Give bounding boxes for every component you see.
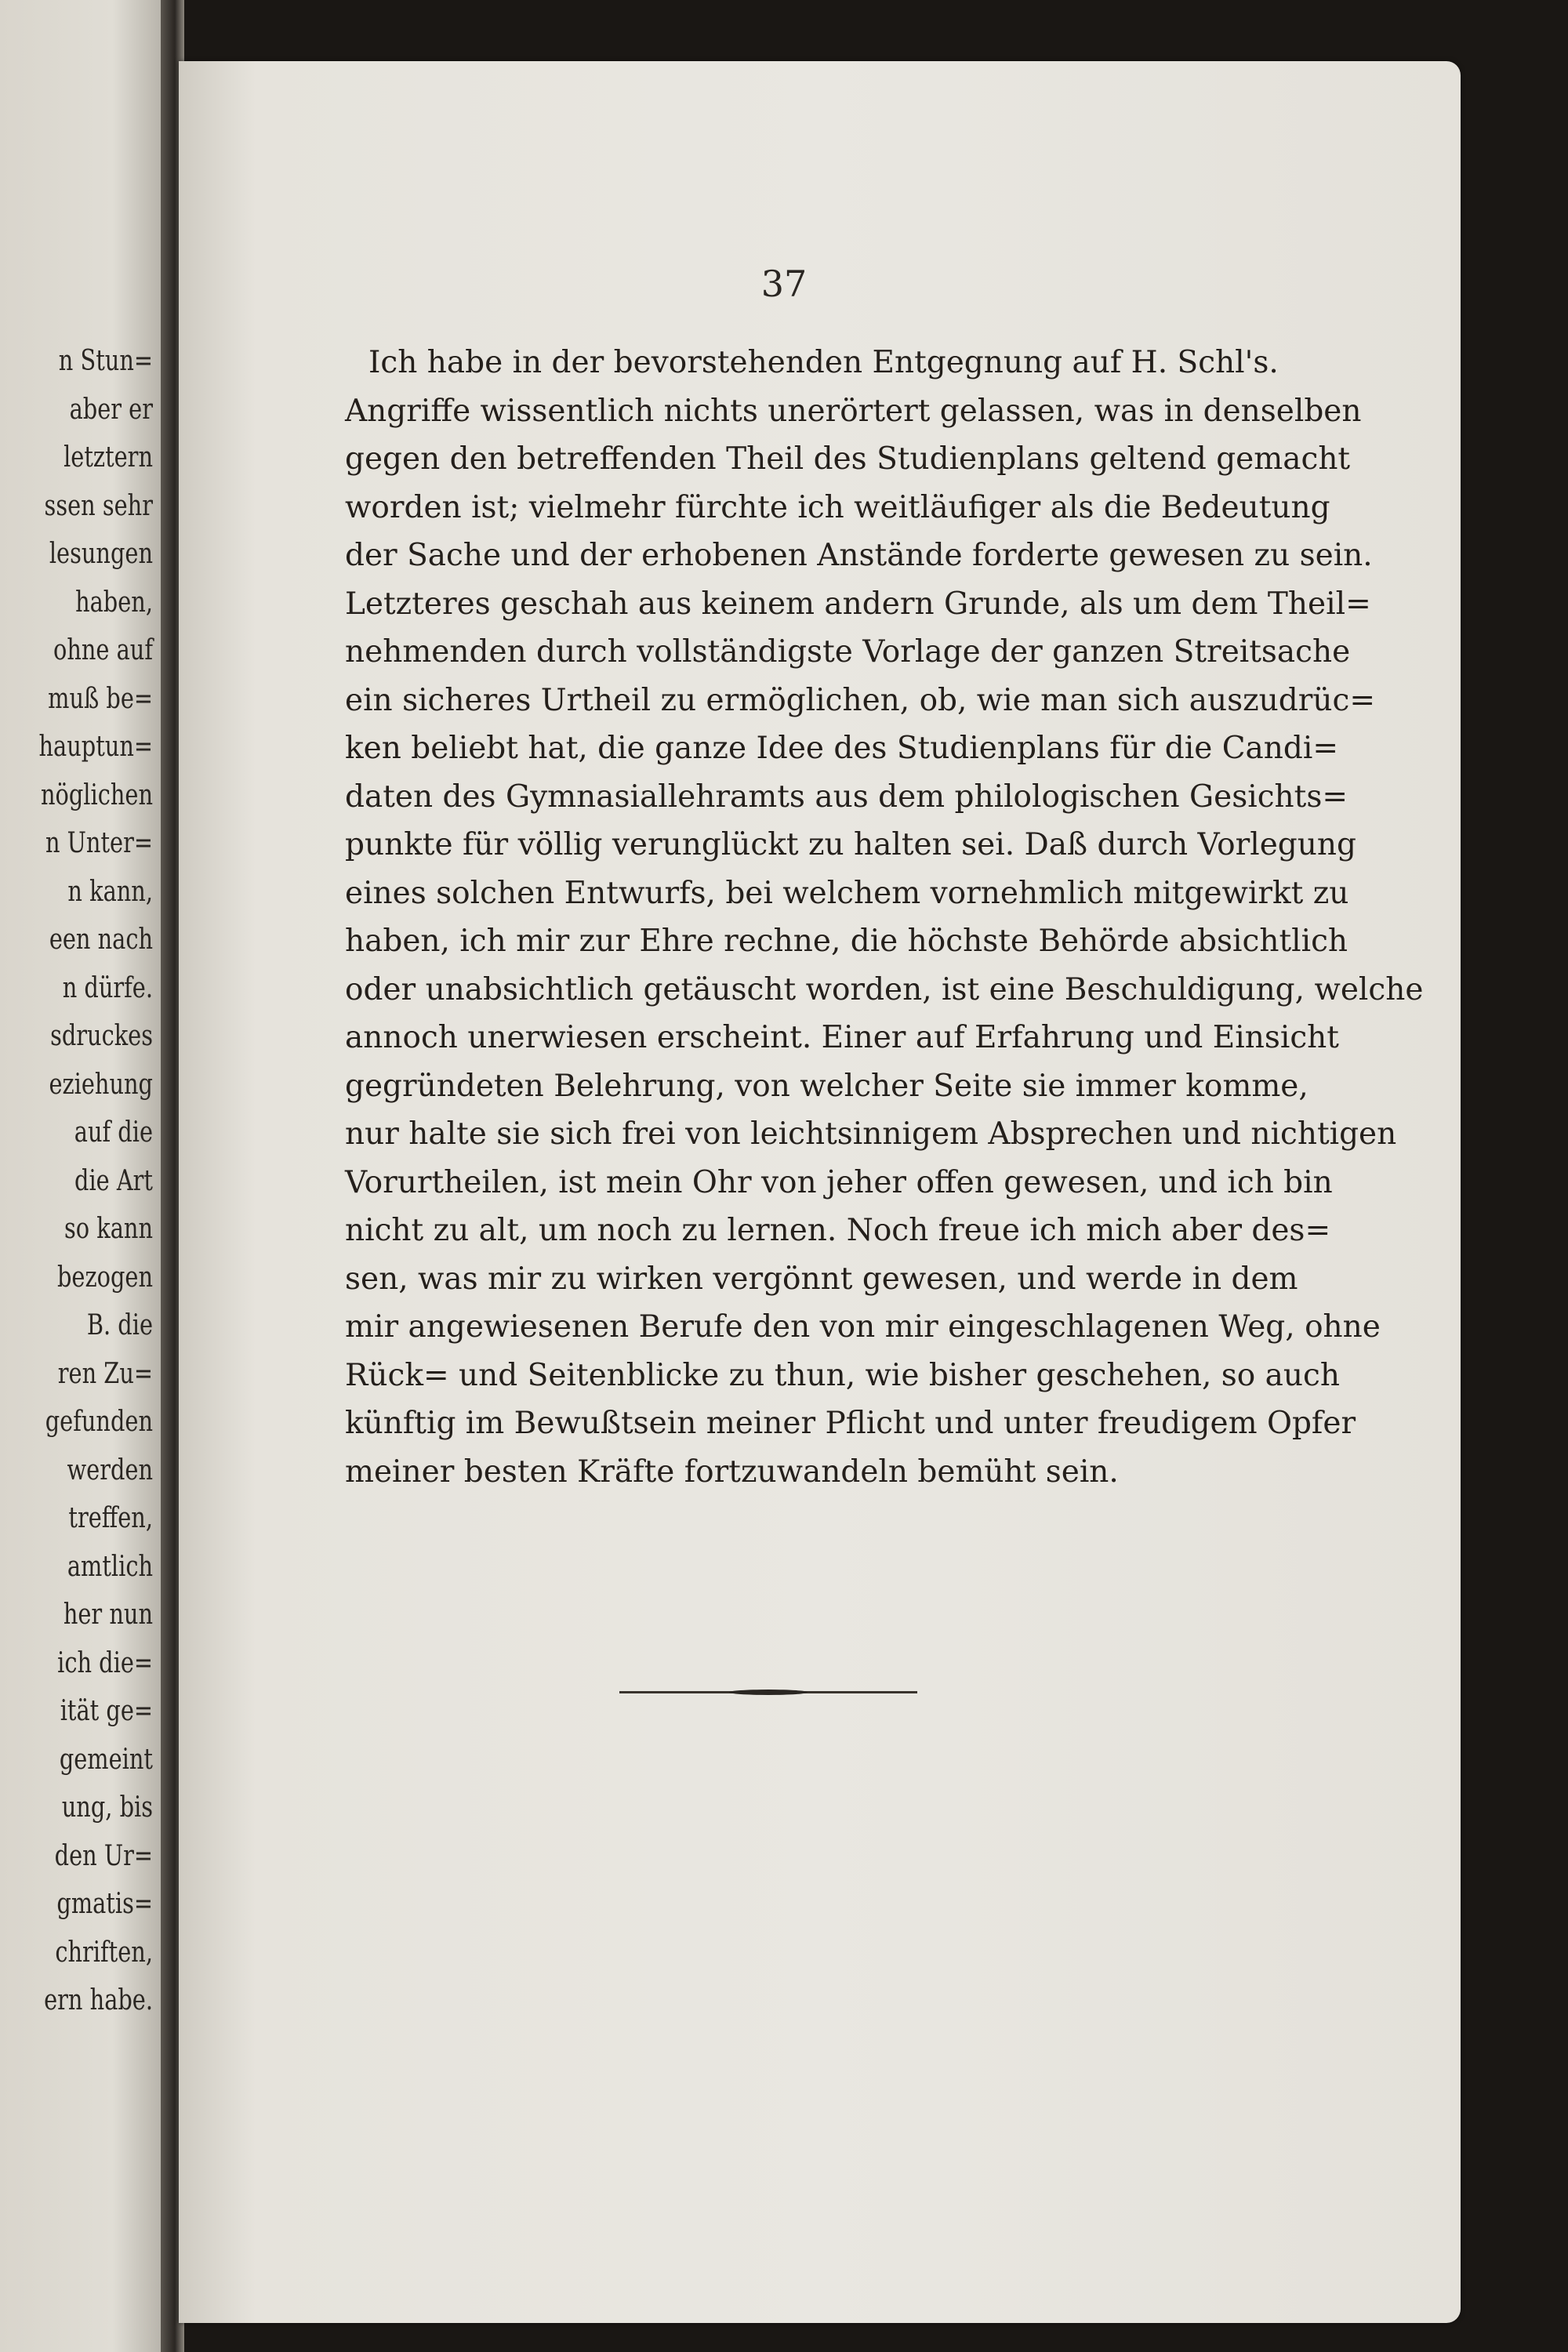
text-line: Ich habe in der bevorstehenden Entgegnung auf H. Schl's. <box>368 345 1279 380</box>
text-line: künftig im Bewußtsein meiner Pflicht und unter freudigem Opfer <box>345 1406 1356 1441</box>
body-text <box>345 339 1424 1496</box>
ornamental-rule <box>619 1691 917 1693</box>
text-line: sen, was mir zu wirken vergönnt gewesen, und werde in dem <box>345 1261 1298 1297</box>
left-page-fragment: gmatis= <box>56 1888 153 1920</box>
left-page-fragment: den Ur= <box>54 1839 153 1872</box>
left-page-fragment: bezogen <box>56 1261 153 1294</box>
left-page-fragment: ich die= <box>57 1646 153 1679</box>
left-page-fragment: amtlich <box>67 1550 153 1583</box>
left-page-fragment: ität ge= <box>60 1695 153 1727</box>
left-page-fragment: ren Zu= <box>57 1357 153 1390</box>
left-page-fragment: ung, bis <box>61 1791 153 1824</box>
text-line: nicht zu alt, um noch zu lernen. Noch freue ich mich aber des= <box>345 1213 1331 1248</box>
left-page-fragment: gefunden <box>45 1406 153 1438</box>
text-line: eines solchen Entwurfs, bei welchem vornehmlich mitgewirkt zu <box>345 875 1349 911</box>
text-line: punkte für völlig verunglückt zu halten sei. Daß durch Vorlegung <box>345 827 1356 862</box>
text-line: Vorurtheilen, ist mein Ohr von jeher offen gewesen, und ich bin <box>345 1164 1333 1200</box>
left-page-fragment: lesungen <box>49 538 154 570</box>
left-page-fragment: muß be= <box>48 682 154 715</box>
left-page-fragment: B. die <box>86 1309 153 1341</box>
left-page-fragment: eziehung <box>49 1068 153 1101</box>
text-line: nur halte sie sich frei von leichtsinnigem Absprechen und nichtigen <box>345 1116 1397 1152</box>
text-line: Angriffe wissentlich nichts unerörtert gelassen, was in denselben <box>345 393 1362 429</box>
left-page-fragment: n Unter= <box>45 827 154 859</box>
left-page-fragment: so kann <box>64 1213 153 1245</box>
left-page-fragment: auf die <box>74 1116 153 1149</box>
left-page-fragment: nöglichen <box>40 779 153 811</box>
text-line: oder unabsichtlich getäuscht worden, ist eine Beschuldigung, welche <box>345 971 1424 1007</box>
left-page-fragment: letztern <box>64 441 153 474</box>
left-page-fragment: aber er <box>69 393 153 426</box>
text-line: annoch unerwiesen erscheint. Einer auf Erfahrung und Einsicht <box>345 1020 1339 1055</box>
left-page-fragment: treffen, <box>68 1502 153 1534</box>
left-page-fragment: hauptun= <box>38 731 153 763</box>
left-page-fragment: die Art <box>74 1164 153 1197</box>
text-line: haben, ich mir zur Ehre rechne, die höchste Behörde absichtlich <box>345 924 1348 959</box>
text-line: Letzteres geschah aus keinem andern Grunde, als um dem Theil= <box>345 586 1371 622</box>
left-page-fragment: werden <box>67 1454 153 1486</box>
text-line: worden ist; vielmehr fürchte ich weitläufiger als die Bedeutung <box>345 489 1330 525</box>
text-line: mir angewiesenen Berufe den von mir eingeschlagenen Weg, ohne <box>345 1309 1381 1345</box>
page-number: 37 <box>760 263 808 305</box>
left-page-fragment: her nun <box>63 1599 153 1631</box>
left-page-fragment: ohne auf <box>53 634 153 666</box>
left-page-fragment: n Stun= <box>58 345 153 377</box>
text-line: nehmenden durch vollständigste Vorlage der ganzen Streitsache <box>345 634 1351 670</box>
text-line: ken beliebt hat, die ganze Idee des Studienplans für die Candi= <box>345 731 1339 766</box>
left-page-fragment: ssen sehr <box>44 489 153 522</box>
text-line: daten des Gymnasiallehramts aus dem philologischen Gesichts= <box>345 779 1348 815</box>
text-line: Rück= und Seitenblicke zu thun, wie bisher geschehen, so auch <box>345 1357 1340 1393</box>
left-page-fragment: een nach <box>49 924 153 956</box>
left-page-fragment: chriften, <box>55 1936 153 1969</box>
text-line: meiner besten Kräfte fortzuwandeln bemüht sein. <box>345 1454 1119 1490</box>
text-line: der Sache und der erhobenen Anstände forderte gewesen zu sein. <box>345 538 1373 573</box>
text-line: ein sicheres Urtheil zu ermöglichen, ob, wie man sich auszudrüc= <box>345 682 1376 718</box>
left-page-fragment: n dürfe. <box>62 971 153 1004</box>
left-page-fragment: gemeint <box>59 1743 153 1776</box>
left-page-fragment: n kann, <box>67 875 153 908</box>
left-page-fragment: haben, <box>75 586 153 619</box>
text-line: gegen den betreffenden Theil des Studienplans geltend gemacht <box>345 441 1351 477</box>
left-page-fragment: ern habe. <box>44 1984 153 2016</box>
text-line: gegründeten Belehrung, von welcher Seite sie immer komme, <box>345 1068 1308 1104</box>
left-page-fragment: sdruckes <box>50 1020 153 1052</box>
